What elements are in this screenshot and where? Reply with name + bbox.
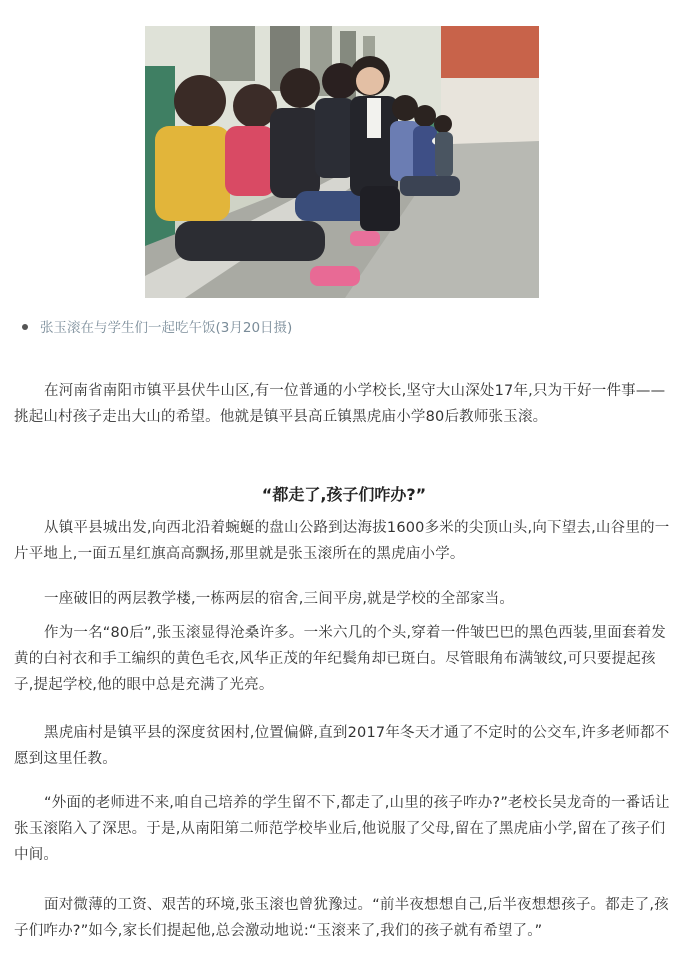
paragraph-text: “外面的老师进不来,咱自己培养的学生留不下,都走了,山里的孩子咋办?”老校长吴龙奇的一番话让张玉滚陷入了深思。于是,从南阳第二师范学校毕业后,他说服了父母,留在了黑虎庙小学,留在了孩子们中间。 bbox=[14, 795, 670, 863]
paragraph-text: 面对微薄的工资、艰苦的环境,张玉滚也曾犹豫过。“前半夜想想自己,后半夜想想孩子。都走了,孩子们咋办?”如今,家长们提起他,总会激动地说:“玉滚来了,我们的孩子就有希望了。” bbox=[14, 897, 669, 939]
paragraph-text: 作为一名“80后”,张玉滚显得沧桑许多。一米六几的个头,穿着一件皱巴巴的黑色西装,里面套着发黄的白衬衣和手工编织的黄色毛衣,风华正茂的年纪鬓角却已斑白。尽管眼角布满皱纹,可只要提起孩子,提起学校,他的眼中总是充满了光亮。 bbox=[14, 625, 666, 693]
paragraph-2 bbox=[14, 515, 674, 567]
paragraph-4 bbox=[14, 620, 674, 698]
bullet-icon bbox=[22, 324, 28, 330]
paragraph-intro bbox=[14, 378, 674, 430]
paragraph-5 bbox=[14, 720, 674, 772]
paragraph-6 bbox=[14, 790, 674, 868]
photo-illustration bbox=[145, 26, 539, 298]
paragraph-7 bbox=[14, 892, 674, 944]
paragraph-text: 一座破旧的两层教学楼,一栋两层的宿舍,三间平房,就是学校的全部家当。 bbox=[44, 591, 515, 607]
article-photo bbox=[145, 26, 539, 298]
paragraph-text: 黑虎庙村是镇平县的深度贫困村,位置偏僻,直到2017年冬天才通了不定时的公交车,许多老师都不愿到这里任教。 bbox=[14, 725, 670, 767]
photo-caption bbox=[22, 318, 292, 338]
paragraph-text: 在河南省南阳市镇平县伏牛山区,有一位普通的小学校长,坚守大山深处17年,只为干好一件事——挑起山村孩子走出大山的希望。他就是镇平县高丘镇黑虎庙小学80后教师张玉滚。 bbox=[14, 383, 666, 425]
paragraph-text: 从镇平县城出发,向西北沿着蜿蜒的盘山公路到达海拔1600多米的尖顶山头,向下望去,山谷里的一片平地上,一面五星红旗高高飘扬,那里就是张玉滚所在的黑虎庙小学。 bbox=[14, 520, 670, 562]
paragraph-3 bbox=[14, 586, 674, 612]
caption-text: 张玉滚在与学生们一起吃午饭(3月20日摄) bbox=[40, 320, 293, 336]
section-heading: “都走了,孩子们咋办?” bbox=[261, 485, 427, 504]
